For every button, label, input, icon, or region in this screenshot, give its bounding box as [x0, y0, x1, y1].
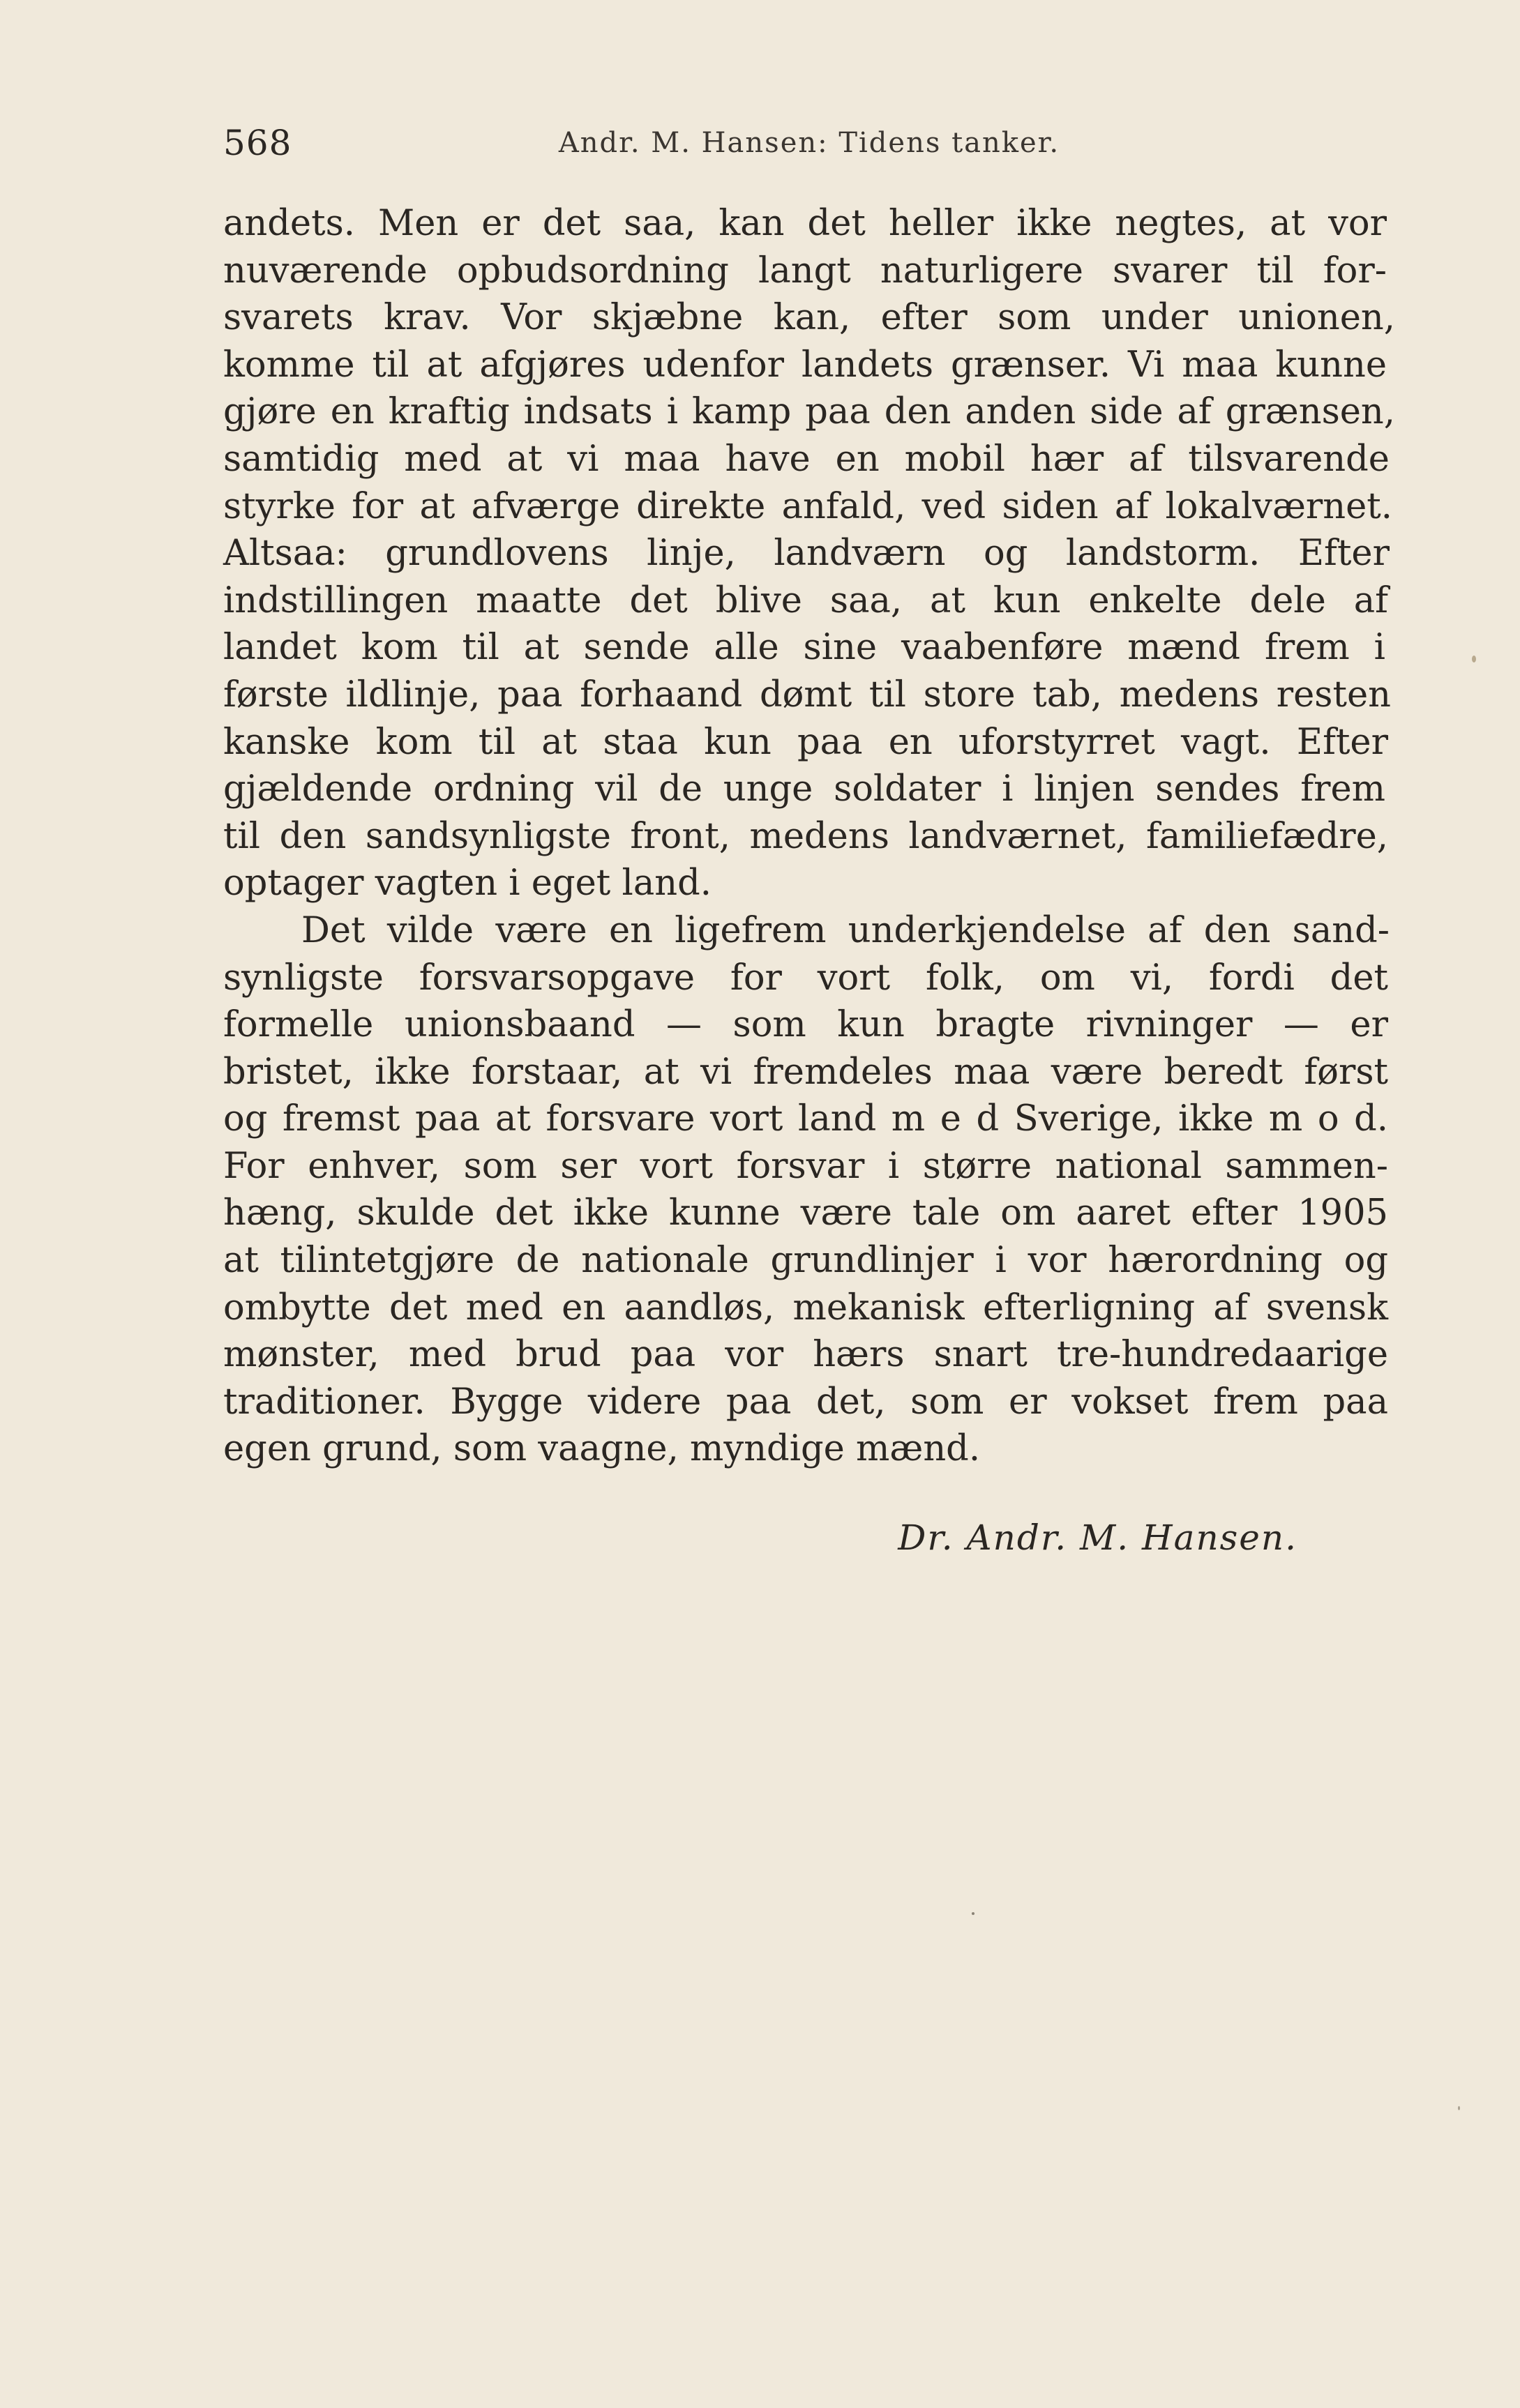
text-line: Altsaa: grundlovens linje, landværn og landstorm. Efter — [223, 533, 1390, 575]
text-line: gjældende ordning vil de unge soldater i linjen sendes frem — [223, 768, 1385, 810]
text-line: formelle unionsbaand — som kun bragte rivninger — er — [223, 1004, 1388, 1046]
text-line: nuværende opbudsordning langt naturligere svarer til for- — [223, 250, 1387, 291]
text-line: optager vagten i eget land. — [223, 863, 712, 904]
text-line: bristet, ikke forstaar, at vi fremdeles maa være beredt først — [223, 1051, 1388, 1093]
paper-speck — [1472, 656, 1476, 662]
body-text — [223, 200, 1395, 1473]
page-header — [223, 123, 1395, 172]
text-line: første ildlinje, paa forhaand dømt til store tab, medens resten — [223, 674, 1391, 715]
text-line: at tilintetgjøre de nationale grundlinjer i vor hærordning og — [223, 1240, 1388, 1282]
text-line: Det vilde være en ligefrem underkjendelse af den sand- — [301, 909, 1390, 951]
text-line: til den sandsynligste front, medens landværnet, familiefædre, — [223, 815, 1388, 857]
text-line: For enhver, som ser vort forsvar i større national sammen- — [223, 1145, 1388, 1187]
text-line: egen grund, som vaagne, myndige mænd. — [223, 1428, 981, 1470]
text-line: samtidig med at vi maa have en mobil hær af tilsvarende — [223, 438, 1390, 480]
text-line: hæng, skulde det ikke kunne være tale om aaret efter 1905 — [223, 1192, 1388, 1234]
text-line: landet kom til at sende alle sine vaabenføre mænd frem i — [223, 627, 1385, 669]
text-line: indstillingen maatte det blive saa, at kun enkelte dele af — [223, 580, 1388, 621]
text-line: styrke for at afværge direkte anfald, ved siden af lokalværnet. — [223, 485, 1392, 527]
text-line: gjøre en kraftig indsats i kamp paa den anden side af grænsen, — [223, 391, 1395, 433]
text-line: kanske kom til at staa kun paa en uforstyrret vagt. Efter — [223, 721, 1388, 763]
text-line: komme til at afgjøres udenfor landets grænser. Vi maa kunne — [223, 344, 1387, 386]
text-line: svarets krav. Vor skjæbne kan, efter som under unionen, — [223, 297, 1395, 339]
text-line: mønster, med brud paa vor hærs snart tre-hundredaarige — [223, 1334, 1388, 1376]
text-line: traditioner. Bygge videre paa det, som er vokset frem paa — [223, 1381, 1388, 1423]
text-line: ombytte det med en aandløs, mekanisk efterligning af svensk — [223, 1287, 1388, 1328]
page-number: 568 — [223, 123, 292, 163]
running-head: Andr. M. Hansen: Tidens tanker. — [558, 127, 1060, 159]
paper-speck — [1458, 2106, 1460, 2110]
paper-speck — [972, 1912, 975, 1915]
text-line: andets. Men er det saa, kan det heller ikke negtes, at vor — [223, 203, 1387, 244]
author-signature: Dr. Andr. M. Hansen. — [898, 1517, 1297, 1558]
text-line: og fremst paa at forsvare vort land m e d Sverige, ikke m o d. — [223, 1098, 1388, 1140]
text-line: synligste forsvarsopgave for vort folk, om vi, fordi det — [223, 957, 1388, 999]
